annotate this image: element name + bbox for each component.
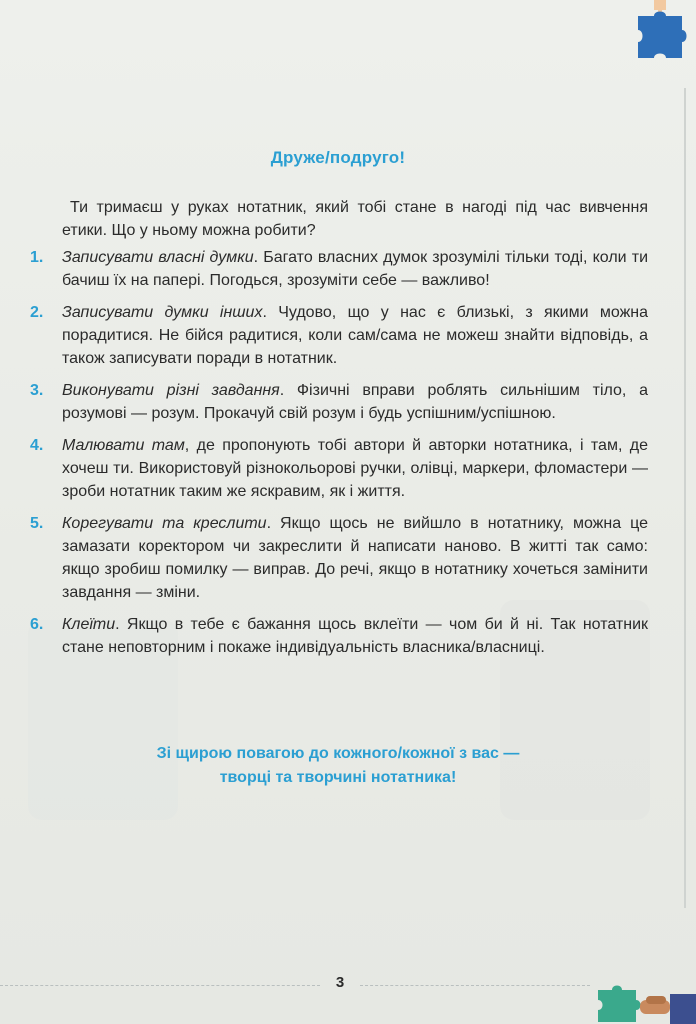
list-item-lead: Записувати власні думки	[62, 249, 254, 266]
list-item-lead: Корегувати та креслити	[62, 515, 267, 532]
intro-paragraph: Ти тримаєш у руках нотатник, який тобі стане в нагоді під час вивчення етики. Що у ньому можна робити?	[62, 199, 648, 239]
list-item-number: 1.	[30, 249, 44, 266]
closing-line-1: Зі щирою повагою до кожного/кожної з вас —	[156, 745, 520, 762]
list-item-text: . Якщо в тебе є бажання щось вклеїти — чом би й ні. Так нотатник стане неповторним і покаже індивідуальність власника/власниці.	[62, 616, 648, 656]
list-item-number: 2.	[30, 304, 44, 321]
page-title: Друже/подруго!	[270, 148, 406, 167]
list-item-text: . Якщо щось не вийшло в нотатнику, можна це замазати коректором чи закреслити й написати наново. В житті так само: якщо зробиш помилку — виправ. До речі, якщо в нотатнику хочеться замінити завдання — зміни.	[62, 515, 649, 601]
list-item-lead: Клеїти	[62, 616, 116, 633]
list-item	[28, 613, 648, 659]
list-item	[28, 379, 648, 425]
list-item-text: . Чудово, що у нас є близькі, з якими можна порадитися. Не бійся радитися, коли сам/сама не можеш знайти відповідь, а також записувати поради в нотатник.	[62, 304, 649, 367]
list-item-lead: Виконувати різні завдання	[62, 382, 280, 399]
list-item	[28, 434, 648, 503]
list-item-text: . Багато власних думок зрозумілі тільки тоді, коли ти бачиш їх на папері. Погодься, зрозуміти себе — важливо!	[62, 249, 649, 289]
puzzle-piece-hand-icon	[632, 0, 688, 64]
list-item-text: , де пропонують тобі автори й авторки нотатника, і там, де хочеш ти. Використовуй різнокольорові ручки, олівці, маркери, фломастери — зроби нотатник таким же яскравим, як і життя.	[62, 437, 648, 500]
list-item-number: 3.	[30, 382, 44, 399]
list-item	[28, 301, 648, 370]
page-number: 3	[335, 974, 345, 991]
page-edge-line	[684, 88, 686, 908]
list-item-number: 5.	[30, 515, 44, 532]
footer-divider-right	[360, 985, 590, 986]
footer-divider-left	[0, 985, 320, 986]
list-item-lead: Малювати там	[62, 437, 185, 454]
list-item	[28, 246, 648, 292]
list-item-lead: Записувати думки інших	[62, 304, 263, 321]
usage-list	[28, 246, 648, 668]
list-item	[28, 512, 648, 604]
list-item-number: 6.	[30, 616, 44, 633]
list-item-text: . Фізичні вправи роблять сильнішим тіло, а розумові — розум. Прокачуй свій розум і будь успішним/успішною.	[62, 382, 648, 422]
puzzle-pieces-hand-icon	[594, 976, 696, 1024]
list-item-number: 4.	[30, 437, 44, 454]
closing-signature	[0, 742, 676, 790]
closing-line-2: творці та творчині нотатника!	[219, 769, 457, 786]
